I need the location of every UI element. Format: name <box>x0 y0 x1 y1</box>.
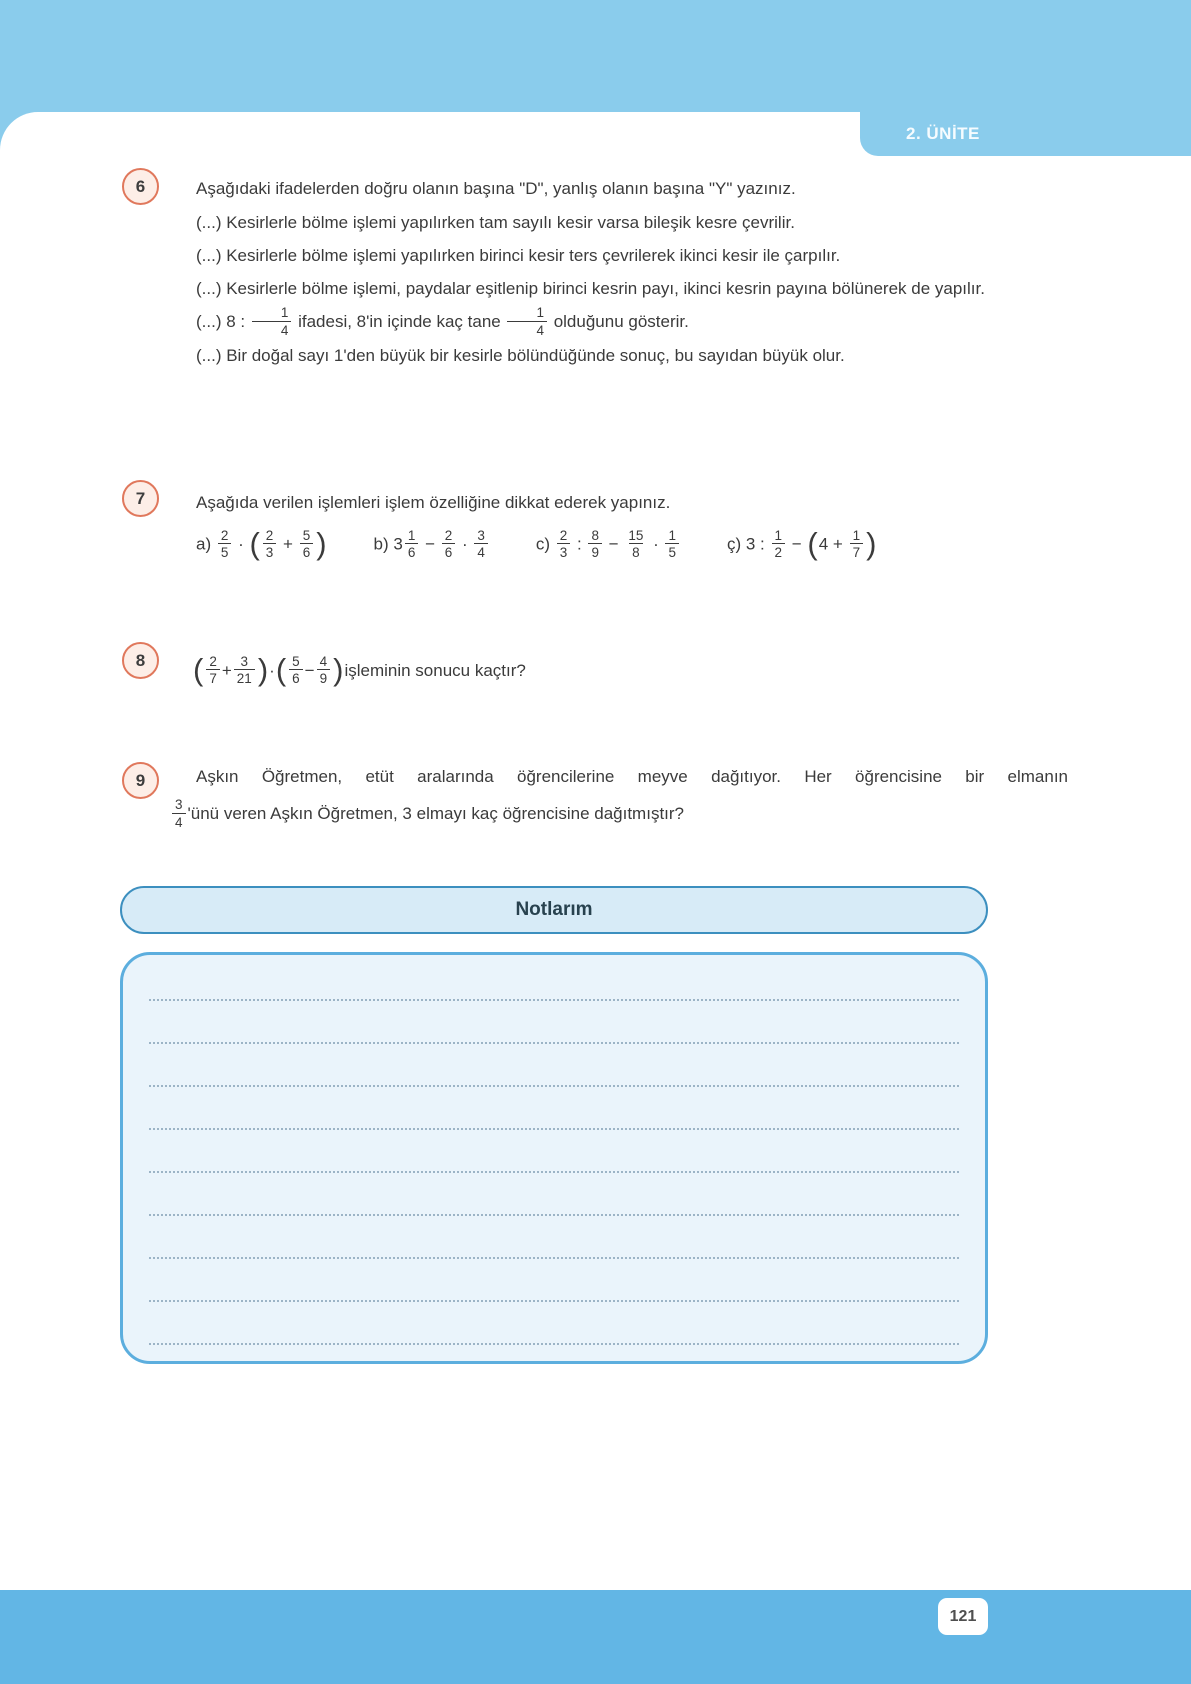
question-8-expression: ( $\frac{2}{7}$ + $\frac{3}{21}$ ) · ( $\frac{5}{6}$ − $\frac{4}{9}$ ) işleminin sonucu kaçtır? <box>193 651 526 687</box>
bottom-blue-band <box>0 1590 1191 1684</box>
note-line <box>149 1130 959 1173</box>
notes-title-pill <box>120 886 988 934</box>
notes-title: Notlarım <box>515 899 593 920</box>
note-line <box>149 1087 959 1130</box>
question-9-number-label: 9 <box>135 770 146 790</box>
big-parenthesis: ) <box>333 651 344 687</box>
fraction: $\frac{1}{4}$ <box>507 305 547 337</box>
unit-label: 2. ÜNİTE <box>906 124 980 143</box>
statement-line: (...) 8 : $\frac{1}{4}$ ifadesi, 8'in içinde kaç tane $\frac{1}{4}$ olduğunu gösterir. <box>196 305 689 338</box>
statement-line: (...) Bir doğal sayı 1'den büyük bir kesirle bölündüğünde sonuç, bu sayıdan büyük olur. <box>196 345 845 365</box>
big-parenthesis: ) <box>257 651 269 687</box>
note-line <box>149 1044 959 1087</box>
question-9-text <box>170 758 1068 832</box>
fraction: $\frac{2}{3}$ <box>263 528 277 560</box>
fraction: $\frac{5}{6}$ <box>289 654 303 686</box>
fraction: $\frac{2}{7}$ <box>206 654 220 686</box>
fraction: $\frac{15}{8}$ <box>628 527 644 560</box>
question-7-number-label: 7 <box>135 488 146 508</box>
note-line <box>149 1302 959 1345</box>
note-line <box>149 1173 959 1216</box>
math-expression: c) $\frac{2}{3}$ : $\frac{8}{9}$ − $\frac{15}{8}$ · $\frac{1}{5}$ <box>536 529 681 561</box>
question-7-number <box>122 480 159 517</box>
question-9-line: $\frac{3}{4}$ 'ünü veren Aşkın Öğretmen, 3 elmayı kaç öğrencisine dağıtmıştır? <box>170 795 1068 832</box>
question-7-prompt: Aşağıda verilen işlemleri işlem özelliğine dikkat ederek yapınız. <box>196 493 671 512</box>
note-line <box>149 1001 959 1044</box>
unit-tab <box>860 112 1191 156</box>
big-parenthesis: ( <box>807 525 818 561</box>
fraction: $\frac{2}{6}$ <box>442 528 456 560</box>
question-8-number <box>122 642 159 679</box>
fraction: $\frac{3}{4}$ <box>172 797 186 829</box>
note-line <box>149 1216 959 1259</box>
page-number-badge <box>938 1598 988 1635</box>
fraction: $\frac{5}{6}$ <box>300 528 314 560</box>
fraction: $\frac{2}{5}$ <box>218 528 232 560</box>
big-parenthesis: ( <box>249 525 260 561</box>
notes-box <box>120 952 988 1364</box>
big-parenthesis: ) <box>316 525 327 561</box>
question-6-prompt: Aşağıdaki ifadelerden doğru olanın başına "D", yanlış olanın başına "Y" yazınız. <box>196 179 796 198</box>
question-7-expressions <box>196 520 1136 570</box>
fraction: $\frac{1}{6}$ <box>405 528 419 560</box>
question-6-statements <box>170 206 1068 372</box>
notes-lines <box>123 955 985 1345</box>
math-expression: a) $\frac{2}{5}$ · ( $\frac{2}{3}$ + $\frac{5}{6}$ ) <box>196 525 327 561</box>
fraction: $\frac{1}{7}$ <box>850 528 864 560</box>
big-parenthesis: ) <box>866 525 877 561</box>
big-parenthesis: ( <box>193 651 204 687</box>
question-6-number-label: 6 <box>135 176 146 196</box>
statement-line: (...) Kesirlerle bölme işlemi yapılırken birinci kesir ters çevrilerek ikinci kesir ile çarpılır. <box>196 246 841 265</box>
math-expression: ç) 3 : $\frac{1}{2}$ − (4 + $\frac{1}{7}$ ) <box>726 525 877 561</box>
note-line <box>149 958 959 1001</box>
note-line <box>149 1259 959 1302</box>
math-expression: b) 3 $\frac{1}{6}$ − $\frac{2}{6}$ · $\frac{3}{4}$ <box>374 529 490 561</box>
statement-line: (...) Kesirlerle bölme işlemi yapılırken tam sayılı kesir varsa bileşik kesre çevrilir. <box>196 213 795 232</box>
question-8-number-label: 8 <box>135 650 146 670</box>
fraction: $\frac{3}{4}$ <box>474 528 488 560</box>
question-9-line: Aşkın Öğretmen, etüt aralarında öğrencilerine meyve dağıtıyor. Her öğrencisine bir elmanın <box>196 767 1068 786</box>
page-number: 121 <box>949 1607 977 1625</box>
statement-line: (...) Kesirlerle bölme işlemi, paydalar eşitlenip birinci kesrin payı, ikinci kesrin payına bölünerek de yapılır. <box>196 279 985 298</box>
fraction: $\frac{4}{9}$ <box>317 654 331 686</box>
fraction: $\frac{1}{5}$ <box>665 528 679 560</box>
question-9-number <box>122 762 159 799</box>
fraction: $\frac{1}{2}$ <box>772 528 786 560</box>
fraction: $\frac{1}{4}$ <box>252 305 292 337</box>
fraction: $\frac{2}{3}$ <box>557 528 571 560</box>
fraction: $\frac{8}{9}$ <box>588 528 602 560</box>
big-parenthesis: ( <box>275 651 287 687</box>
question-6-number <box>122 168 159 205</box>
fraction: $\frac{3}{21}$ <box>234 654 255 686</box>
